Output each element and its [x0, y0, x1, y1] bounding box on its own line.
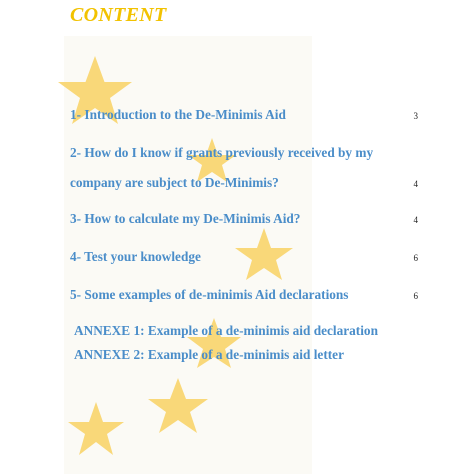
toc-entry-2[interactable]: 2- How do I know if grants previously received by my [70, 145, 374, 160]
toc-page-number-5: 6 [413, 291, 418, 301]
annexe-entry-1[interactable]: ANNEXE 1: Example of a de-minimis aid declaration [74, 323, 378, 338]
toc-page-number-4: 6 [413, 253, 418, 263]
page-title: CONTENT [70, 4, 167, 26]
toc-entry-2-continued[interactable]: company are subject to De-Minimis? [70, 175, 279, 190]
toc-entry-1[interactable]: 1- Introduction to the De-Minimis Aid [70, 107, 286, 122]
toc-page-number-1: 3 [413, 111, 418, 121]
star-icon [68, 402, 124, 455]
toc-entry-4[interactable]: 4- Test your knowledge [70, 249, 201, 264]
toc-entry-3[interactable]: 3- How to calculate my De-Minimis Aid? [70, 211, 301, 226]
star-icon [148, 378, 208, 433]
toc-page-number-2: 4 [413, 179, 418, 189]
annexe-entry-2[interactable]: ANNEXE 2: Example of a de-minimis aid letter [74, 347, 344, 362]
toc-entry-5[interactable]: 5- Some examples of de-minimis Aid declarations [70, 287, 349, 302]
star-icon [235, 228, 293, 280]
toc-page-number-3: 4 [413, 215, 418, 225]
